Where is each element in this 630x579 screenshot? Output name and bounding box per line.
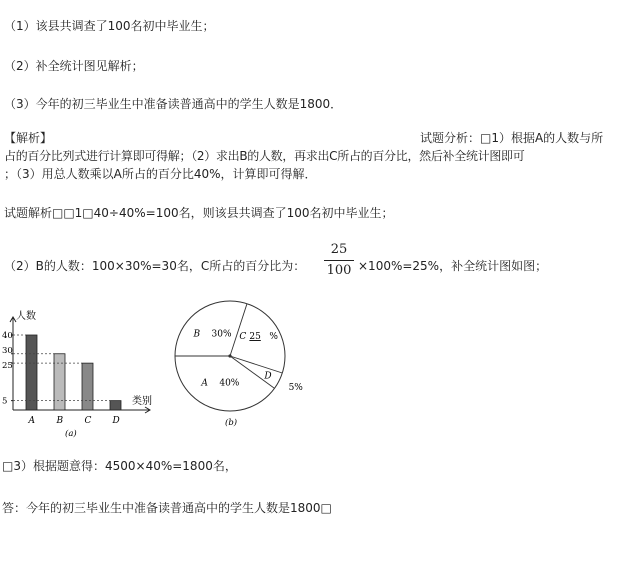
- pie-caption: (b): [225, 418, 238, 428]
- solution-part2-suffix: ×100%=25%，补全统计图如图；: [358, 259, 548, 273]
- fraction-bar: [324, 260, 354, 261]
- bar-chart-bars: [13, 335, 121, 410]
- bar-category-c: C: [84, 416, 92, 426]
- bar-category-a: A: [28, 416, 35, 426]
- bar-category-b: B: [56, 416, 64, 426]
- bar-chart-ticks: [2, 331, 13, 407]
- bar-chart: [0, 305, 170, 440]
- bar-ylabel: 人数: [16, 311, 36, 322]
- pie-pct-d: 5%: [288, 382, 303, 393]
- pie-center: [228, 354, 231, 357]
- bar-ytick-5: 5: [2, 396, 8, 407]
- pie-label-c: C: [239, 332, 247, 343]
- pie-chart-slices: [175, 301, 285, 411]
- bar-ytick-30: 30: [2, 345, 13, 356]
- solution-part1: 试题解析□□1□40÷40%=100名，则该县共调查了100名初中毕业生；: [4, 206, 394, 220]
- pie-label-d: D: [264, 371, 272, 382]
- pie-pct-c: 25: [249, 332, 261, 343]
- solution-part3: □3）根据题意得：4500×40%=1800名，: [2, 459, 237, 473]
- fraction-25-over-100: [324, 242, 354, 279]
- pie-pct-b: 30%: [211, 329, 232, 340]
- bar-b: [54, 354, 65, 410]
- bar-a: [26, 335, 37, 410]
- bar-ytick-40: 40: [2, 331, 13, 341]
- analysis-text-1: 试题分析：□1）根据A的人数与所: [420, 131, 604, 145]
- solution-part2-prefix: （2）B的人数：100×30%=30名，C所占的百分比为：: [4, 259, 306, 273]
- bar-d: [110, 401, 121, 410]
- answer-line-3: （3）今年的初三毕业生中准备读普通高中的学生人数是1800．: [4, 97, 343, 111]
- bar-c: [82, 363, 93, 410]
- final-answer: 答：今年的初三毕业生中准备读普通高中的学生人数是1800□: [2, 501, 332, 515]
- fraction-denominator: 100: [326, 263, 352, 278]
- bar-xlabel: 类别: [132, 396, 152, 407]
- answer-line-1: （1）该县共调查了100名初中毕业生；: [4, 19, 215, 33]
- pie-pct-a: 40%: [219, 378, 240, 389]
- analysis-text-2: 占的百分比列式进行计算即可得解；（2）求出B的人数，再求出C所占的百分比，然后补全统计图即可: [4, 149, 525, 163]
- bar-ytick-25: 25: [2, 361, 13, 372]
- pie-chart: [172, 296, 342, 436]
- pie-label-a: A: [201, 378, 208, 389]
- analysis-heading: 【解析】: [4, 131, 53, 145]
- bar-category-d: D: [112, 416, 120, 426]
- analysis-text-3: ；（3）用总人数乘以A所占的百分比40%，计算即可得解．: [4, 167, 317, 181]
- pie-label-b: B: [193, 329, 201, 340]
- fraction-numerator: 25: [330, 242, 348, 257]
- bar-caption: (a): [65, 429, 77, 439]
- answer-line-2: （2）补全统计图见解析；: [4, 59, 144, 73]
- pie-pct-c-unit: %: [269, 332, 278, 343]
